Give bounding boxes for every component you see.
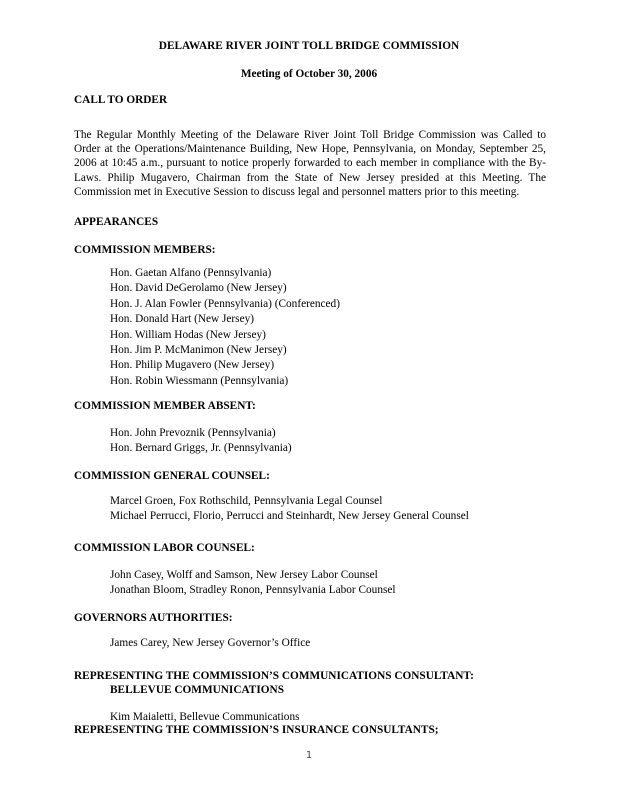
member-absent-heading: COMMISSION MEMBER ABSENT:	[74, 400, 256, 412]
list-item: Hon. Philip Mugavero (New Jersey)	[110, 359, 275, 372]
insurance-consultants-heading: REPRESENTING THE COMMISSION’S INSURANCE CONSULTANTS;	[74, 724, 439, 736]
appearances-heading: APPEARANCES	[74, 216, 159, 228]
meeting-date: Meeting of October 30, 2006	[240, 68, 378, 80]
document-title: DELAWARE RIVER JOINT TOLL BRIDGE COMMISSION	[158, 40, 460, 52]
list-item: Hon. John Prevoznik (Pennsylvania)	[110, 427, 276, 439]
list-item: Hon. David DeGerolamo (New Jersey)	[110, 282, 287, 295]
page-number: 1	[305, 750, 313, 761]
call-to-order-heading: CALL TO ORDER	[74, 94, 168, 106]
communications-consultant-subheading: BELLEVUE COMMUNICATIONS	[110, 684, 284, 696]
list-item: Marcel Groen, Fox Rothschild, Pennsylvania Legal Counsel	[110, 495, 383, 507]
list-item: Hon. Jim P. McManimon (New Jersey)	[110, 343, 287, 356]
list-item: Kim Maialetti, Bellevue Communications	[110, 711, 300, 723]
commission-members-list	[110, 266, 340, 389]
list-item: Hon. Gaetan Alfano (Pennsylvania)	[110, 267, 272, 279]
list-item: Hon. Robin Wiessmann (Pennsylvania)	[110, 374, 289, 387]
list-item: Michael Perrucci, Florio, Perrucci and Steinhardt, New Jersey General Counsel	[110, 510, 469, 523]
list-item: Hon. Donald Hart (New Jersey)	[110, 313, 254, 326]
labor-counsel-heading: COMMISSION LABOR COUNSEL:	[74, 542, 255, 554]
member-absent-list	[110, 426, 292, 457]
governors-authorities-list	[110, 636, 310, 651]
general-counsel-heading: COMMISSION GENERAL COUNSEL:	[74, 470, 270, 482]
labor-counsel-list	[110, 568, 396, 599]
list-item: Hon. J. Alan Fowler (Pennsylvania) (Conferenced)	[110, 297, 340, 310]
general-counsel-list	[110, 494, 469, 525]
list-item: Jonathan Bloom, Stradley Ronon, Pennsylvania Labor Counsel	[110, 584, 396, 597]
communications-consultant-heading: REPRESENTING THE COMMISSION’S COMMUNICATIONS CONSULTANT:	[74, 670, 474, 682]
list-item: John Casey, Wolff and Samson, New Jersey Labor Counsel	[110, 569, 378, 581]
call-to-order-paragraph: The Regular Monthly Meeting of the Delaware River Joint Toll Bridge Commission was Called to Order at the Operations/Maintenance Building, New Hope, Pennsylvania, on Monday, September 25, 2006 at 10:45 a.m., pursuant to notice properly forwarded to each member in compliance with the By-Laws. Philip Mugavero, Chairman from the State of New Jersey presided at this Meeting. The Commission met in Executive Session to discuss legal and personnel matters prior to this meeting.	[74, 129, 546, 198]
list-item: Hon. William Hodas (New Jersey)	[110, 328, 266, 341]
commission-members-heading: COMMISSION MEMBERS:	[74, 244, 216, 256]
list-item: James Carey, New Jersey Governor’s Office	[110, 637, 311, 649]
list-item: Hon. Bernard Griggs, Jr. (Pennsylvania)	[110, 442, 292, 455]
governors-authorities-heading: GOVERNORS AUTHORITIES:	[74, 612, 233, 624]
